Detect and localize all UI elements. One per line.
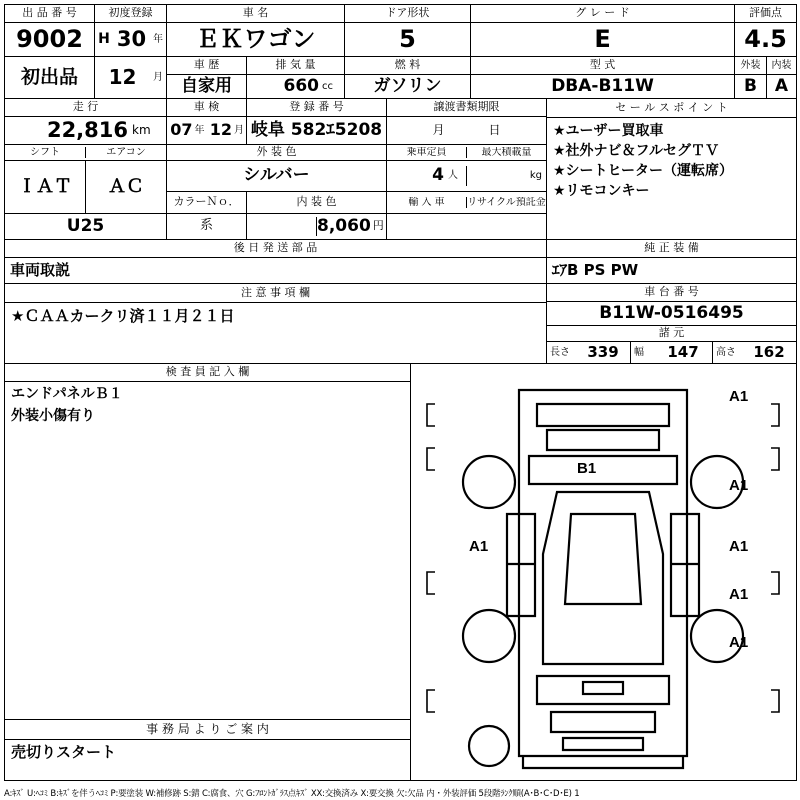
- genuine-equip-label: 純 正 装 備: [547, 240, 797, 258]
- damage-mark-3: A1: [729, 477, 749, 494]
- int-color-value: 系: [167, 214, 247, 240]
- exterior-grade-label: 外装: [735, 57, 767, 75]
- inspection-label: 検 査 員 記 入 欄: [5, 364, 410, 382]
- damage-mark-1: A1: [729, 388, 749, 405]
- interior-grade-label: 内装: [767, 57, 797, 75]
- displacement-value: [247, 75, 345, 99]
- first-exhibit-badge: 初出品: [5, 57, 95, 99]
- reg-month-value: [95, 57, 167, 99]
- office-text: 売切りスタート: [11, 743, 117, 761]
- lot-no-label: 出 品 番 号: [5, 5, 95, 23]
- fuel-value: ガソリン: [345, 75, 471, 99]
- ac-value: ＡＣ: [108, 175, 144, 197]
- door-label: ドア形状: [345, 5, 471, 23]
- seats-label: 乗車定員: [387, 147, 467, 159]
- sales-point-1: ★ユーザー買取車: [553, 123, 664, 139]
- inspection-line-2: 外装小傷有り: [11, 407, 95, 424]
- import-recycle-label-cell: [387, 192, 547, 214]
- damage-diagram-cell: [411, 364, 797, 781]
- grade-value: E: [471, 23, 735, 57]
- model-label: 型 式: [471, 57, 735, 75]
- width-label: 幅: [634, 346, 644, 358]
- score-label: 評価点: [735, 5, 797, 23]
- row5-block: [4, 283, 797, 364]
- shift-value: ＩＡＴ: [5, 161, 86, 213]
- height-label: 高さ: [716, 346, 736, 358]
- shift-label: シフト: [5, 147, 86, 159]
- damage-mark-4: A1: [469, 538, 489, 555]
- reg-month-unit: 月: [153, 71, 163, 83]
- first-reg-year: 30: [116, 27, 147, 52]
- seats-value-wrap: [387, 166, 467, 186]
- sales-point-4: ★リモコンキー: [553, 182, 650, 199]
- import-recycle-value-cell: [247, 214, 387, 240]
- seats-value: 4: [432, 166, 444, 186]
- chassis-label: 車 台 番 号: [547, 284, 797, 302]
- first-reg-value: [95, 23, 167, 57]
- mileage-label: 走 行: [5, 99, 167, 117]
- row4-block: [4, 239, 797, 284]
- shaken-month-unit: 月: [234, 124, 244, 136]
- damage-mark-5: A1: [729, 538, 749, 555]
- seats-load-value-cell: [387, 161, 547, 192]
- shaken-label: 車 検: [167, 99, 247, 117]
- notes-cell: [5, 284, 547, 364]
- later-parts-label: 後 日 発 送 部 品: [5, 240, 547, 258]
- grade-label: グ レ ー ド: [471, 5, 735, 23]
- sales-point-label: セ ー ル ス ポ イ ン ト: [547, 99, 796, 118]
- max-load-label: 最大積載量: [481, 146, 532, 158]
- reg-no-label: 登 録 番 号: [247, 99, 387, 117]
- max-load-unit: kg: [529, 170, 542, 182]
- displacement-label: 排 気 量: [247, 57, 345, 75]
- import-label: 輸 入 車: [387, 197, 467, 209]
- sales-point-3: ★シートヒーター（運転席）: [553, 162, 733, 179]
- color-no-value: U25: [5, 214, 167, 240]
- mileage-unit: km: [132, 122, 151, 137]
- mileage-value: [5, 117, 167, 145]
- transfer-month-unit: 月: [432, 123, 445, 137]
- notes-value: ★ＣＡＡカークリ済１１月２１日: [11, 307, 235, 325]
- ext-color-value: シルバー: [167, 161, 387, 192]
- legend-footer: A:ｷｽﾞ U:ﾍｺﾐ B:ｷｽﾞを伴うﾍｺﾐ P:要塗装 W:補修跡 S:錆 C:腐食、穴 G:ﾌﾛﾝﾄｶﾞﾗｽ点ｷｽﾞ XX:交換済み X:要交換 欠:欠品 内・外装評価 5段階ﾗﾝｸ順(A･B･C･D･E) 1: [4, 789, 580, 799]
- score-value: 4.5: [735, 23, 797, 57]
- interior-grade-value: A: [767, 75, 797, 99]
- notes-label: 注 意 事 項 欄: [5, 284, 546, 303]
- header-block: [4, 4, 797, 99]
- reg-month: 12: [108, 66, 137, 89]
- first-reg-year-unit: 年: [153, 33, 163, 45]
- spec-label: 諸 元: [547, 326, 797, 342]
- int-color-label: 内 装 色: [247, 192, 387, 214]
- sales-point-cell: [547, 99, 797, 240]
- displacement-number: 660: [283, 76, 319, 96]
- shift-ac-label-cell: [5, 145, 167, 161]
- damage-mark-2: B1: [577, 460, 597, 477]
- seats-load-label-cell: [387, 145, 547, 161]
- length-cell: [547, 342, 631, 364]
- length-value: 339: [587, 343, 619, 361]
- recycle-label: リサイクル預託金: [467, 196, 546, 208]
- first-reg-label: 初度登録: [95, 5, 167, 23]
- history-label: 車 歴: [167, 57, 247, 75]
- inspection-line-1: エンドパネルＢ１: [11, 386, 123, 402]
- length-label: 長さ: [550, 346, 570, 358]
- recycle-unit: 円: [372, 219, 384, 233]
- model-value: DBA-B11W: [471, 75, 735, 99]
- ext-color-label: 外 装 色: [167, 145, 387, 161]
- shift-ac-value-cell: [5, 161, 167, 214]
- row2-block: [4, 98, 797, 240]
- car-name-value: ＥＫワゴン: [167, 23, 345, 57]
- damage-mark-7: A1: [729, 634, 749, 651]
- transfer-label: 譲渡書類期限: [387, 99, 547, 117]
- width-cell: [631, 342, 713, 364]
- damage-mark-6: A1: [729, 586, 749, 603]
- later-parts-value: 車両取説: [5, 258, 547, 284]
- seats-unit: 人: [448, 170, 458, 182]
- door-value: 5: [345, 23, 471, 57]
- height-value: 162: [753, 343, 785, 361]
- recycle-value-wrap: [317, 217, 387, 237]
- lot-no-value: 9002: [5, 23, 95, 57]
- shaken-year-unit: 年: [194, 124, 205, 136]
- transfer-day-unit: 日: [488, 123, 501, 137]
- sales-point-2: ★社外ナビ＆フルセグＴＶ: [553, 142, 719, 159]
- shaken-value: [167, 117, 247, 145]
- history-value: 自家用: [167, 75, 247, 99]
- height-cell: [713, 342, 797, 364]
- damage-diagram: [411, 364, 796, 774]
- exterior-grade-value: B: [735, 75, 767, 99]
- recycle-value: 8,060: [317, 216, 371, 236]
- width-value: 147: [667, 343, 699, 361]
- genuine-equip-value: ｴｱB PS PW: [547, 258, 797, 284]
- reg-no-value: 岐阜 582ｴ5208: [247, 117, 387, 145]
- inspection-cell: [5, 364, 411, 720]
- ac-label: エアコン: [106, 146, 146, 158]
- bottom-block: [4, 363, 797, 781]
- fuel-label: 燃 料: [345, 57, 471, 75]
- office-label: 事 務 局 よ り ご 案 内: [5, 720, 410, 740]
- transfer-value: [387, 117, 547, 145]
- first-reg-era: H: [98, 31, 110, 48]
- mileage-number: 22,816: [46, 118, 128, 143]
- office-cell: [5, 720, 411, 781]
- import-value: [247, 217, 317, 237]
- color-no-label: カラーＮｏ．: [167, 192, 247, 214]
- displacement-unit: cc: [322, 80, 333, 92]
- car-name-label: 車 名: [167, 5, 345, 23]
- chassis-value: B11W-0516495: [547, 302, 797, 326]
- shaken-month: 12: [209, 121, 232, 140]
- shaken-year: 07: [170, 121, 193, 140]
